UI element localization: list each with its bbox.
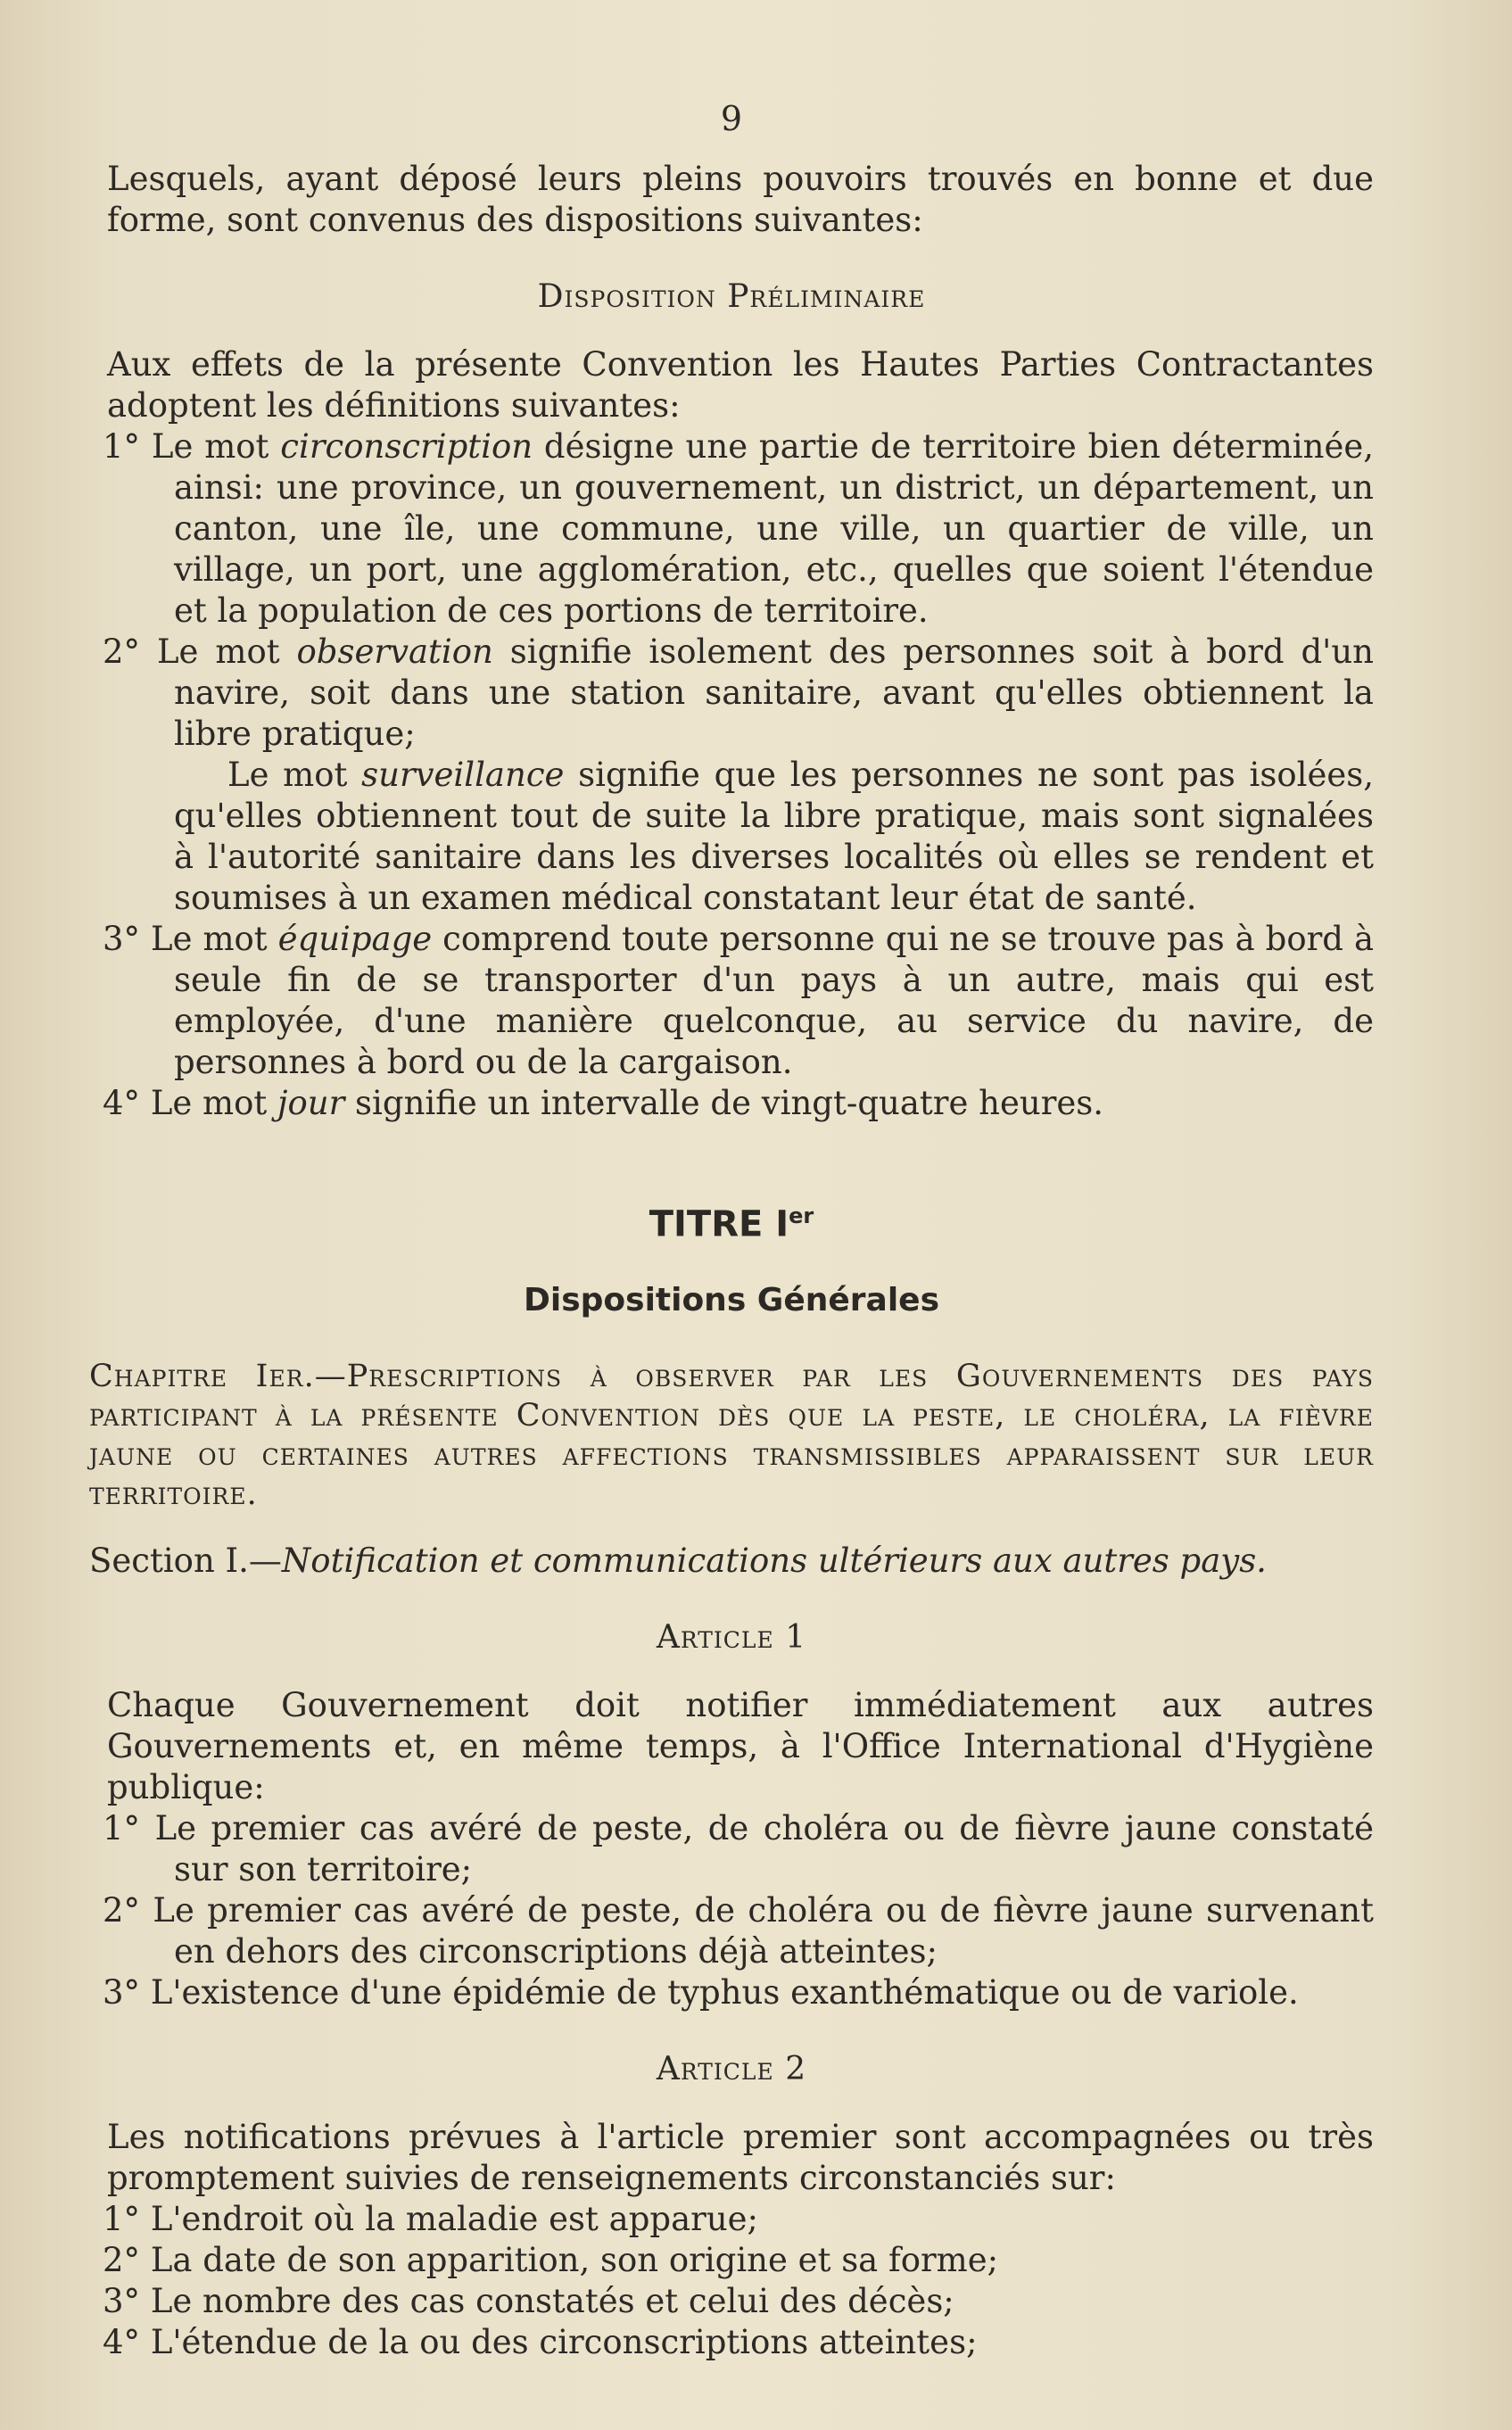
article-2-item — [89, 2322, 1374, 2363]
definition-term: jour — [277, 1084, 345, 1122]
titre-heading — [89, 1195, 1374, 1244]
definition-text: Le mot — [151, 920, 278, 958]
item-number: 2° — [103, 1891, 141, 1930]
definition-3 — [89, 919, 1374, 1083]
article-1-item — [89, 1972, 1374, 2013]
item-text: Le premier cas avéré de peste, de choléra ou de fièvre jaune constaté sur son territoire; — [154, 1809, 1374, 1889]
item-number: 1° — [103, 2200, 141, 2239]
definition-term: observation — [296, 632, 493, 671]
section-heading — [89, 1541, 1374, 1582]
article-1-heading: Article 1 — [656, 1619, 807, 1657]
item-text: L'endroit où la maladie est apparue; — [150, 2200, 759, 2239]
disposition-heading: Disposition Préliminaire — [537, 278, 926, 315]
item-number: 4° — [103, 2323, 141, 2362]
definition-2b — [89, 755, 1374, 919]
item-text: L'existence d'une épidémie de typhus exanthématique ou de variole. — [150, 1973, 1299, 2013]
item-number: 2° — [103, 2241, 141, 2280]
page-content — [89, 98, 1374, 2363]
item-text: Le nombre des cas constatés et celui des décès; — [150, 2282, 954, 2321]
item-number: 3° — [103, 1973, 141, 2013]
article-1-intro: Chaque Gouvernement doit notifier immédiatement aux autres Gouvernements et, en même temps, à l'Office International d'Hygiène publique: — [107, 1686, 1374, 1807]
definition-number: 2° — [103, 632, 141, 671]
item-number: 1° — [103, 1809, 141, 1848]
definition-text: Le mot — [151, 427, 281, 466]
definition-text: signifie que les personnes ne sont pas isolées, qu'elles obtiennent tout de suite la libre pratique, mais sont signalées à l'autorité sanitaire dans les diverses localités où elles se rendent et soumises à un examen médical constatant leur état de santé. — [174, 756, 1374, 917]
item-text: L'étendue de la ou des circonscriptions atteintes; — [150, 2323, 978, 2362]
dispositions-generales-heading: Dispositions Générales — [523, 1282, 940, 1319]
article-2-heading: Article 2 — [656, 2051, 807, 2088]
article-1-item — [89, 1890, 1374, 1972]
page-number: 9 — [720, 99, 743, 138]
definition-text: Le mot — [156, 632, 297, 671]
article-2-item — [89, 2281, 1374, 2322]
titre-superscript: er — [789, 1203, 814, 1228]
article-2-item — [89, 2240, 1374, 2281]
titre-text: TITRE I — [649, 1203, 789, 1245]
definition-term: surveillance — [361, 756, 565, 794]
definition-text: signifie isolement des personnes soit à bord d'un navire, soit dans une station sanitaire, avant qu'elles obtiennent la libre pratique; — [174, 632, 1374, 753]
section-label: Section I.— — [89, 1541, 282, 1581]
definition-text: Le mot — [150, 1084, 278, 1122]
definition-number: 4° — [103, 1084, 141, 1122]
item-number: 3° — [103, 2282, 141, 2321]
definition-text: signifie un intervalle de vingt-quatre heures. — [344, 1084, 1104, 1122]
item-text: La date de son apparition, son origine et sa forme; — [150, 2241, 999, 2280]
definition-number: 3° — [103, 920, 141, 958]
definition-4 — [89, 1083, 1374, 1124]
definition-term: circonscription — [280, 427, 533, 466]
disposition-intro: Aux effets de la présente Convention les Hautes Parties Contractantes adoptent les définitions suivantes: — [107, 345, 1374, 425]
item-text: Le premier cas avéré de peste, de choléra ou de fièvre jaune survenant en dehors des circonscriptions déjà atteintes; — [153, 1891, 1374, 1971]
definition-term: équipage — [277, 920, 433, 958]
definition-text: désigne une partie de territoire bien déterminée, ainsi: une province, un gouvernement, un district, un département, un canton, une île, une commune, une ville, un quartier de ville, un village, un port, une agglomération, etc., quelles que soient l'étendue et la population de ces portions de territoire. — [174, 427, 1375, 630]
definition-1 — [89, 426, 1374, 632]
section-title: Notification et communications ultérieurs aux autres pays. — [281, 1541, 1267, 1581]
definition-2 — [89, 632, 1374, 755]
intro-paragraph: Lesquels, ayant déposé leurs pleins pouvoirs trouvés en bonne et due forme, sont convenus des dispositions suivantes: — [107, 160, 1374, 239]
article-1-item — [89, 1808, 1374, 1890]
article-2-intro: Les notifications prévues à l'article premier sont accompagnées ou très promptement suivies de renseignements circonstanciés sur: — [107, 2118, 1374, 2198]
definition-text: Le mot — [227, 756, 362, 794]
definition-text: comprend toute personne qui ne se trouve pas à bord à seule fin de se transporter d'un pays à un autre, mais qui est employée, d'une manière quelconque, au service du navire, de personnes à bord ou de la cargaison. — [174, 920, 1375, 1081]
article-2-item — [89, 2199, 1374, 2240]
chapitre-heading: Chapitre Ier.—Prescriptions à observer par les Gouvernements des pays participant à la présente Convention dès que la peste, le choléra, la fièvre jaune ou certaines autres affections transmissibles apparaissent sur leur territoire. — [89, 1359, 1374, 1513]
definition-number: 1° — [103, 427, 141, 466]
